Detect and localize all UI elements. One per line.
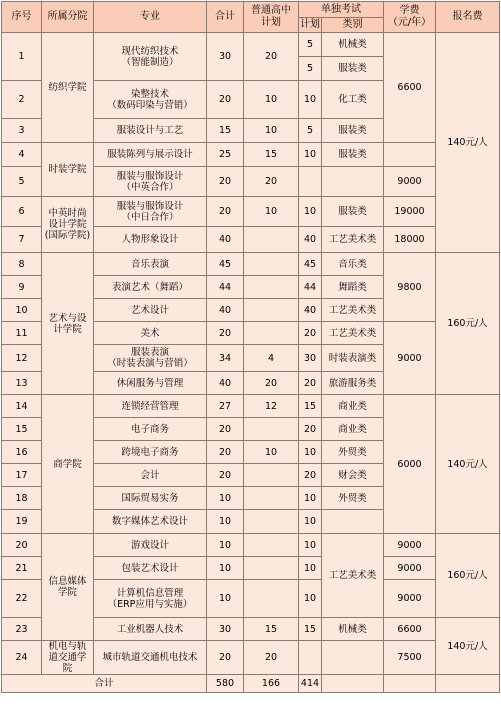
header-total: 合计 [207,2,244,33]
cell-major: 服装表演 （时装表演与营销） [94,345,207,372]
cell-category: 服装类 [322,197,384,227]
cell-category: 时装表演类 [322,345,384,372]
cell-general-plan: 20 [244,641,299,675]
table-row [2,641,500,675]
cell-tuition: 9000 [384,580,436,618]
cell-general-plan: 10 [244,197,299,227]
cell-general-plan [244,276,299,299]
table-row [2,253,500,276]
cell-general-plan [244,487,299,510]
cell-college: 信息媒体 学院 [42,534,94,641]
cell-major: 电子商务 [94,418,207,441]
cell-category: 工艺美术类 [322,322,384,345]
cell-sep-plan: 20 [299,464,322,487]
cell-category [322,510,384,534]
table-row [2,33,500,57]
cell-college: 机电与轨 道交通学 院 [42,641,94,675]
cell-sep-plan: 10 [299,487,322,510]
cell-seq: 15 [2,418,42,441]
cell-seq: 9 [2,276,42,299]
footer-label: 合计 [2,675,207,693]
cell-college: 时装学院 [42,143,94,197]
cell-sep-plan: 10 [299,580,322,618]
cell-seq: 1 [2,33,42,81]
table-header [2,2,500,33]
cell-seq: 8 [2,253,42,276]
cell-general-plan [244,227,299,253]
cell-total: 30 [207,33,244,81]
cell-total: 44 [207,276,244,299]
cell-total: 20 [207,641,244,675]
cell-seq: 10 [2,299,42,322]
cell-total: 40 [207,227,244,253]
cell-sep-plan: 10 [299,197,322,227]
cell-sep-plan: 5 [299,119,322,143]
cell-fee: 140元/人 [436,33,500,253]
cell-sep-plan [299,167,322,197]
cell-category: 工艺美术类 [322,534,384,618]
cell-tuition: 9000 [384,167,436,197]
cell-major: 跨境电子商务 [94,441,207,464]
table-footer [2,675,500,693]
cell-sep-plan: 10 [299,510,322,534]
cell-category: 外贸类 [322,441,384,464]
cell-sep-plan: 5 [299,57,322,81]
cell-tuition: 9000 [384,322,436,395]
table-row [2,197,500,227]
cell-college: 商学院 [42,395,94,534]
cell-category: 商业类 [322,418,384,441]
cell-tuition: 6600 [384,618,436,641]
cell-tuition: 7500 [384,641,436,675]
cell-category: 化工类 [322,81,384,119]
cell-general-plan: 10 [244,119,299,143]
cell-sep-plan: 10 [299,557,322,580]
cell-total: 15 [207,119,244,143]
cell-sep-plan: 10 [299,441,322,464]
cell-fee: 140元/人 [436,395,500,534]
cell-general-plan [244,510,299,534]
cell-category: 旅游服务类 [322,372,384,395]
cell-general-plan [244,534,299,557]
footer-total: 580 [207,675,244,693]
cell-tuition [384,143,436,167]
table-row [2,143,500,167]
table-row [2,534,500,557]
cell-college: 艺术与设 计学院 [42,253,94,395]
cell-total: 27 [207,395,244,418]
header-sep-plan: 计划 [299,18,322,33]
cell-seq: 7 [2,227,42,253]
cell-total: 25 [207,143,244,167]
cell-college: 纺织学院 [42,33,94,143]
header-college: 所属分院 [42,2,94,33]
cell-sep-plan: 15 [299,395,322,418]
cell-general-plan: 15 [244,143,299,167]
cell-total: 45 [207,253,244,276]
cell-fee: 160元/人 [436,253,500,395]
cell-category: 工艺美术类 [322,227,384,253]
cell-seq: 18 [2,487,42,510]
cell-category: 音乐类 [322,253,384,276]
cell-major: 城市轨道交通机电技术 [94,641,207,675]
cell-total: 30 [207,618,244,641]
header-fee: 报名费 [436,2,500,33]
cell-total: 20 [207,418,244,441]
cell-major: 数字媒体艺术设计 [94,510,207,534]
cell-major: 现代纺织技术 （智能制造） [94,33,207,81]
cell-sep-plan: 40 [299,227,322,253]
cell-major: 艺术设计 [94,299,207,322]
cell-general-plan [244,322,299,345]
cell-general-plan: 12 [244,395,299,418]
cell-total: 10 [207,557,244,580]
cell-college: 中英时尚 设计学院 (国际学院) [42,197,94,253]
cell-general-plan: 20 [244,33,299,81]
cell-major: 服装陈列与展示设计 [94,143,207,167]
cell-category [322,641,384,675]
cell-major: 连锁经营管理 [94,395,207,418]
cell-category: 工艺美术类 [322,299,384,322]
cell-total: 20 [207,322,244,345]
cell-total: 20 [207,197,244,227]
cell-seq: 17 [2,464,42,487]
cell-seq: 2 [2,81,42,119]
cell-total: 20 [207,464,244,487]
header-seq: 序号 [2,2,42,33]
cell-tuition: 9000 [384,534,436,557]
cell-major: 会计 [94,464,207,487]
cell-sep-plan: 20 [299,418,322,441]
cell-general-plan [244,253,299,276]
cell-sep-plan: 5 [299,33,322,57]
cell-sep-plan: 10 [299,534,322,557]
cell-seq: 23 [2,618,42,641]
cell-seq: 14 [2,395,42,418]
cell-major: 国际贸易实务 [94,487,207,510]
cell-major: 服装设计与工艺 [94,119,207,143]
cell-general-plan [244,580,299,618]
cell-seq: 5 [2,167,42,197]
cell-major: 计算机信息管理 （ERP应用与实施） [94,580,207,618]
footer-sep-plan: 414 [299,675,322,693]
cell-sep-plan: 40 [299,299,322,322]
cell-seq: 4 [2,143,42,167]
header-major: 专业 [94,2,207,33]
cell-category: 服装类 [322,143,384,167]
cell-general-plan [244,557,299,580]
cell-sep-plan: 30 [299,345,322,372]
cell-sep-plan: 20 [299,322,322,345]
cell-general-plan: 10 [244,81,299,119]
cell-category: 舞蹈类 [322,276,384,299]
cell-seq: 16 [2,441,42,464]
table-row [2,395,500,418]
cell-general-plan [244,464,299,487]
enrollment-plan-table [1,1,500,693]
table-body [2,33,500,675]
cell-category: 机械类 [322,618,384,641]
header-sep-category: 类别 [322,18,384,33]
cell-major: 音乐表演 [94,253,207,276]
cell-sep-plan: 15 [299,618,322,641]
cell-sep-plan [299,641,322,675]
cell-category: 机械类 [322,33,384,57]
cell-tuition: 6600 [384,33,436,143]
cell-tuition: 18000 [384,227,436,253]
cell-major: 人物形象设计 [94,227,207,253]
cell-total: 40 [207,372,244,395]
footer-general: 166 [244,675,299,693]
cell-tuition: 19000 [384,197,436,227]
cell-total: 10 [207,487,244,510]
header-separate-exam: 单独考试 [299,2,384,18]
cell-total: 20 [207,441,244,464]
cell-general-plan: 10 [244,441,299,464]
cell-seq: 12 [2,345,42,372]
cell-seq: 13 [2,372,42,395]
cell-total: 20 [207,81,244,119]
cell-major: 染整技术 （数码印染与营销） [94,81,207,119]
cell-sep-plan: 20 [299,372,322,395]
cell-sep-plan: 10 [299,81,322,119]
cell-sep-plan: 45 [299,253,322,276]
cell-category: 外贸类 [322,487,384,510]
cell-seq: 3 [2,119,42,143]
cell-major: 表演艺术（舞蹈） [94,276,207,299]
cell-general-plan: 20 [244,372,299,395]
cell-category: 商业类 [322,395,384,418]
cell-total: 40 [207,299,244,322]
cell-major: 工业机器人技术 [94,618,207,641]
cell-major: 游戏设计 [94,534,207,557]
cell-total: 10 [207,580,244,618]
cell-major: 包装艺术设计 [94,557,207,580]
cell-general-plan [244,299,299,322]
cell-seq: 21 [2,557,42,580]
cell-category: 服装类 [322,119,384,143]
cell-total: 34 [207,345,244,372]
cell-general-plan: 20 [244,167,299,197]
cell-general-plan: 4 [244,345,299,372]
cell-seq: 20 [2,534,42,557]
cell-seq: 22 [2,580,42,618]
cell-sep-plan: 44 [299,276,322,299]
cell-category: 服装类 [322,57,384,81]
cell-total: 10 [207,510,244,534]
cell-fee: 160元/人 [436,534,500,618]
cell-fee: 140元/人 [436,618,500,675]
cell-seq: 11 [2,322,42,345]
header-general-plan: 普通高中 计划 [244,2,299,33]
cell-major: 服装与服饰设计 （中日合作） [94,197,207,227]
cell-major: 美术 [94,322,207,345]
cell-total: 10 [207,534,244,557]
cell-seq: 19 [2,510,42,534]
cell-general-plan: 15 [244,618,299,641]
cell-major: 服装与服饰设计 （中英合作） [94,167,207,197]
cell-seq: 6 [2,197,42,227]
cell-total: 20 [207,167,244,197]
cell-category [322,167,384,197]
cell-major: 休闲服务与管理 [94,372,207,395]
cell-tuition: 9800 [384,253,436,322]
cell-category: 财会类 [322,464,384,487]
cell-seq: 24 [2,641,42,675]
cell-tuition: 6000 [384,395,436,534]
cell-tuition: 9000 [384,557,436,580]
header-tuition: 学费 （元/年） [384,2,436,33]
cell-general-plan [244,418,299,441]
cell-sep-plan: 10 [299,143,322,167]
